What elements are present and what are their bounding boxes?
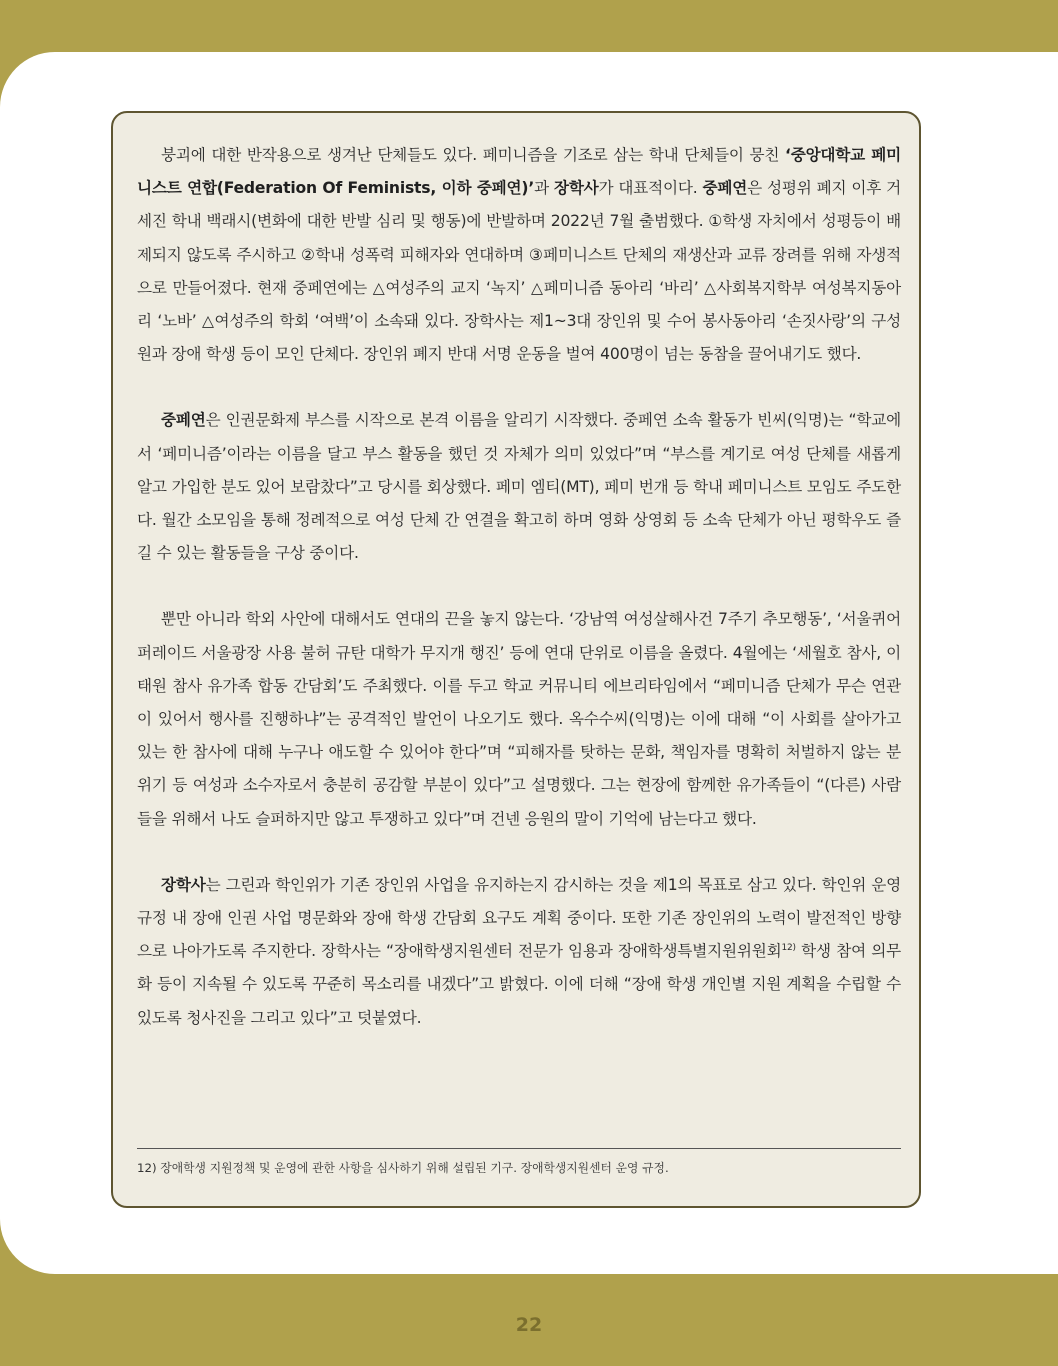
article-box (111, 111, 921, 1208)
paragraph (137, 603, 901, 835)
text-run: 는 그린과 학인위가 기존 장인위 사업을 유지하는지 감시하는 것을 제1의 목표로 삼고 있다. 학인위 운영 규정 내 장애 인권 사업 명문화와 장애 학생 간담회 요구도 계획 중이다. 또한 기존 장인위의 노력이 발전적인 방향으로 나아가도록 주지한다. 장학사는 “장애학생지원센터 전문가 임용과 장애학생특별지원위원회 (137, 875, 901, 961)
footnote-ref: 12) (781, 943, 796, 954)
bold-term: 장학사 (553, 179, 599, 198)
bold-term: ‘중앙대학교 페미니스트 연합(Federation Of Feminists, 이하 중페연)’ (137, 146, 901, 198)
paragraph (137, 404, 901, 570)
footnote-divider (137, 1148, 901, 1149)
bold-term: 장학사 (161, 875, 206, 894)
bold-term: 중페연 (702, 179, 748, 198)
text-run: 학생 참여 의무화 등이 지속될 수 있도록 꾸준히 목소리를 내겠다”고 밝혔다. 이에 더해 “장애 학생 개인별 지원 계획을 수립할 수 있도록 청사진을 그리고 있다”고 덧붙였다. (137, 942, 902, 1027)
bold-term: 중페연 (161, 411, 206, 430)
article-body (137, 139, 901, 1035)
text-run: 가 대표적이다. (598, 179, 703, 198)
text-run: 은 인권문화제 부스를 시작으로 본격 이름을 알리기 시작했다. 중페연 소속 활동가 빈씨(익명)는 “학교에서 ‘페미니즘’이라는 이름을 달고 부스 활동을 했던 것 자체가 의미 있었다”며 “부스를 계기로 여성 단체를 새롭게 알고 가입한 분도 있어 보람찼다”고 당시를 회상했다. 페미 엠티(MT), 페미 번개 등 학내 페미니스트 모임도 주도한다. 월간 소모임을 통해 정례적으로 여성 단체 간 연결을 확고히 하며 영화 상영회 등 소속 단체가 아닌 평학우도 즐길 수 있는 활동들을 구상 중이다. (137, 411, 901, 563)
page-number: 22 (515, 1314, 543, 1336)
text-run: 은 성평위 폐지 이후 거세진 학내 백래시(변화에 대한 반발 심리 및 행동)에 반발하며 2022년 7월 출범했다. ①학생 자치에서 성평등이 배제되지 않도록 주시하고 ②학내 성폭력 피해자와 연대하며 ③페미니스트 단체의 재생산과 교류 장려를 위해 자생적으로 만들어졌다. 현재 중페연에는 △여성주의 교지 ‘녹지’ △페미니즘 동아리 ‘바리’ △사회복지학부 여성복지동아리 ‘노바’ △여성주의 학회 ‘여백’이 소속돼 있다. 장학사는 제1~3대 장인위 및 수어 봉사동아리 ‘손짓사랑’의 구성원과 장애 학생 등이 모인 단체다. 장인위 폐지 반대 서명 운동을 벌여 400명이 넘는 동참을 끌어내기도 했다. (137, 179, 901, 364)
text-run: 과 (534, 179, 554, 198)
text-run: 붕괴에 대한 반작용으로 생겨난 단체들도 있다. 페미니즘을 기조로 삼는 학내 단체들이 뭉친 (161, 146, 785, 164)
text-run: 뿐만 아니라 학외 사안에 대해서도 연대의 끈을 놓지 않는다. ‘강남역 여성살해사건 7주기 추모행동’, ‘서울퀴어퍼레이드 서울광장 사용 불허 규탄 대학가 무지개 행진’ 등에 연대 단위로 이름을 올렸다. 4월에는 ‘세월호 참사, 이태원 참사 유가족 합동 간담회’도 주최했다. 이를 두고 학교 커뮤니티 에브리타임에서 “페미니즘 단체가 무슨 연관이 있어서 행사를 진행하냐”는 공격적인 발언이 나오기도 했다. 옥수수씨(익명)는 이에 대해 “이 사회를 살아가고 있는 한 참사에 대해 누구나 애도할 수 있어야 한다”며 “피해자를 탓하는 문화, 책임자를 명확히 처벌하지 않는 분위기 등 여성과 소수자로서 충분히 공감할 부분이 있다”고 설명했다. 그는 현장에 함께한 유가족들이 “(다른) 사람들을 위해서 나도 슬퍼하지만 않고 투쟁하고 있다”며 건넨 응원의 말이 기억에 남는다고 했다. (137, 610, 901, 828)
footnote: 12) 장애학생 지원정책 및 운영에 관한 사항을 심사하기 위해 설립된 기구. 장애학생지원센터 운영 규정. (137, 1161, 669, 1175)
paragraph (137, 869, 901, 1035)
paragraph (137, 139, 901, 371)
